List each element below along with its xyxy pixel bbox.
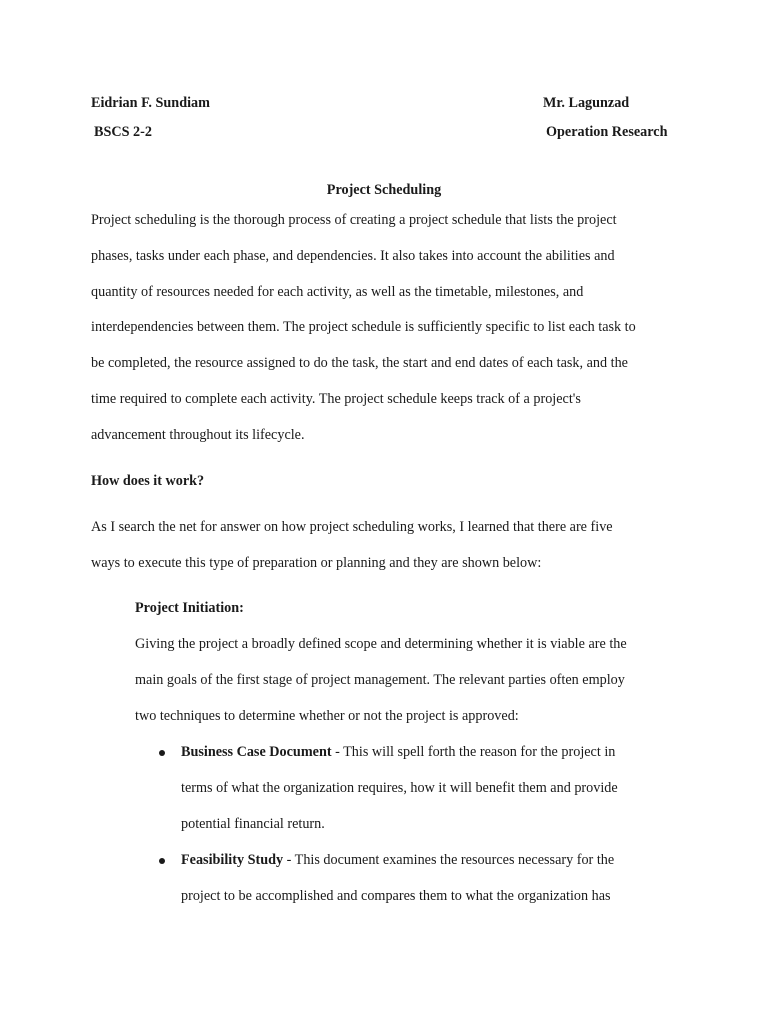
bullet-text: - This document examines the resources necessary for the — [283, 852, 615, 868]
instructor-name: Mr. Lagunzad — [543, 95, 630, 111]
document-title: Project Scheduling — [326, 182, 442, 198]
bullet-term: Business Case Document — [181, 744, 332, 760]
bullet-icon — [159, 858, 165, 864]
bullet-term: Feasibility Study — [181, 852, 284, 868]
bullet-text: - This will spell forth the reason for the project in — [331, 744, 616, 760]
intro-line: quantity of resources needed for each activity, as well as the timetable, milestones, and — [91, 284, 584, 300]
bullet-line: project to be accomplished and compares them to what the organization has — [181, 888, 611, 904]
how-line: As I search the net for answer on how project scheduling works, I learned that there are five — [91, 519, 613, 535]
subsection-heading: Project Initiation: — [135, 600, 244, 616]
subject-label: Operation Research — [546, 124, 668, 140]
initiation-line: two techniques to determine whether or not the project is approved: — [135, 708, 519, 724]
how-line: ways to execute this type of preparation or planning and they are shown below: — [91, 555, 542, 571]
section-label: BSCS 2-2 — [94, 124, 152, 140]
intro-line: time required to complete each activity. The project schedule keeps track of a project's — [91, 391, 581, 407]
intro-line: phases, tasks under each phase, and dependencies. It also takes into account the abilities and — [91, 248, 615, 264]
intro-line: interdependencies between them. The project schedule is sufficiently specific to list each task to — [91, 319, 636, 335]
bullet-icon — [159, 750, 165, 756]
intro-line: Project scheduling is the thorough process of creating a project schedule that lists the project — [91, 212, 617, 228]
bullet-line: terms of what the organization requires, how it will benefit them and provide — [181, 780, 618, 796]
bullet-first-line — [181, 852, 614, 869]
intro-line: be completed, the resource assigned to do the task, the start and end dates of each task, and the — [91, 355, 628, 371]
bullet-first-line — [181, 744, 615, 761]
initiation-line: main goals of the first stage of project management. The relevant parties often employ — [135, 672, 625, 688]
intro-line: advancement throughout its lifecycle. — [91, 427, 305, 443]
section-heading: How does it work? — [91, 473, 205, 489]
initiation-line: Giving the project a broadly defined scope and determining whether it is viable are the — [135, 636, 627, 652]
student-name: Eidrian F. Sundiam — [91, 95, 210, 111]
bullet-line: potential financial return. — [181, 816, 325, 832]
